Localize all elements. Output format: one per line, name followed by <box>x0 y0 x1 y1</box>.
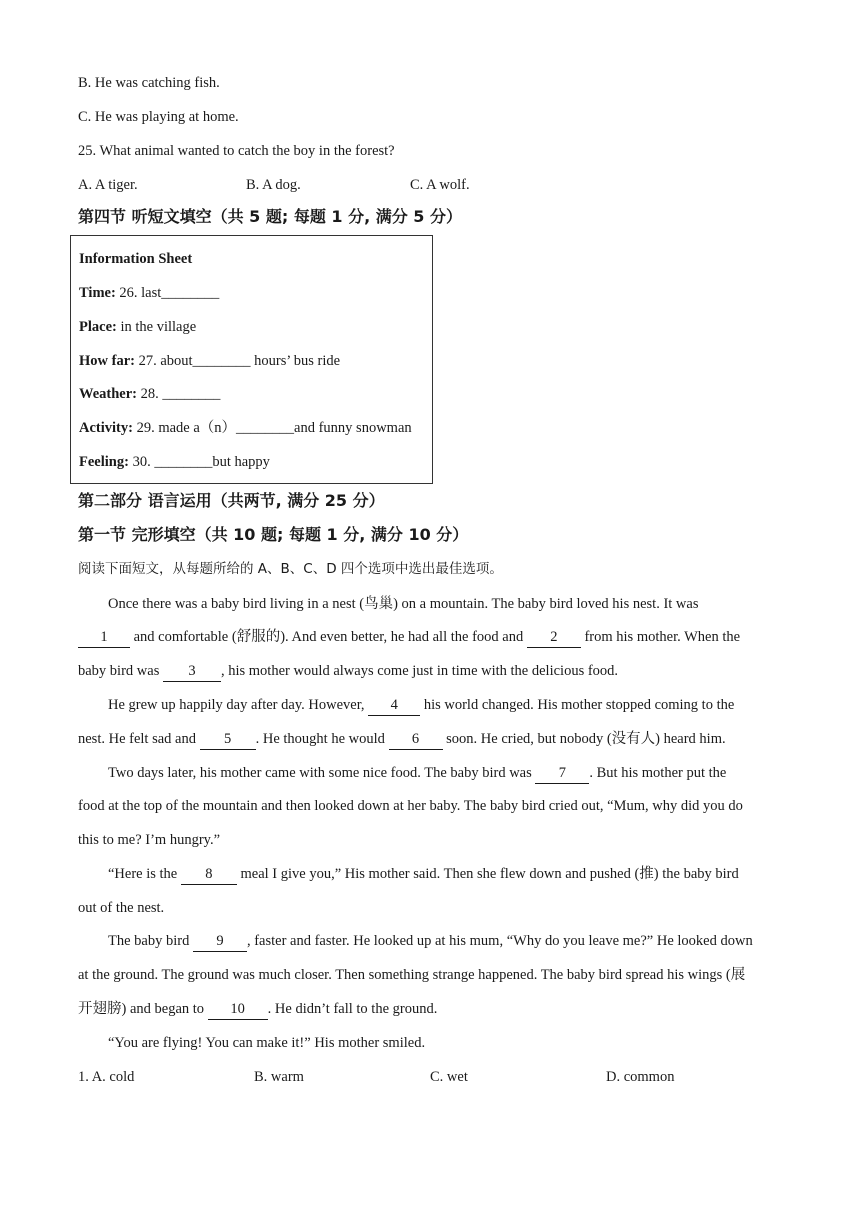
text: The baby bird <box>108 933 193 949</box>
info-value: 30. ________but happy <box>128 454 270 470</box>
text: nest. He felt sad and <box>78 731 200 747</box>
text: meal I give you,” His mother said. Then she flew down and pushed (推) the baby bird <box>236 866 739 882</box>
text: . But his mother put the <box>589 765 727 781</box>
passage-line-2 <box>78 627 740 648</box>
text: baby bird was <box>78 663 163 679</box>
info-label: How far: <box>79 353 135 369</box>
blank-10: 10 <box>208 999 268 1020</box>
info-value: in the village <box>116 319 197 335</box>
text: his world changed. His mother stopped coming to the <box>420 697 735 713</box>
q25-option-b: B. A dog. <box>246 177 301 193</box>
passage-line-1: Once there was a baby bird living in a nest (鸟巢) on a mountain. The baby bird loved his nest. It was <box>108 596 699 612</box>
text: , his mother would always come just in time with the delicious food. <box>220 663 619 679</box>
passage-line-13 <box>78 999 437 1020</box>
passage-line-7: food at the top of the mountain and then looked down at her baby. The baby bird cried out, “Mum, why did you do <box>78 798 743 814</box>
text: soon. He cried, but nobody (没有人) heard him. <box>442 731 726 747</box>
info-label: Place: <box>79 319 117 335</box>
info-row-weather <box>79 384 220 404</box>
text: 开翅膀) and began to <box>78 1001 208 1017</box>
info-value: 27. about________ hours’ bus ride <box>134 353 341 369</box>
text: from his mother. When the <box>580 629 741 645</box>
blank-1: 1 <box>78 627 130 648</box>
q25-question: 25. What animal wanted to catch the boy in the forest? <box>78 143 395 159</box>
text: and comfortable (舒服的). And even better, he had all the food and <box>130 629 527 645</box>
q1-option-b: B. warm <box>254 1069 304 1085</box>
information-sheet <box>70 235 433 484</box>
info-row-activity <box>79 418 412 438</box>
blank-9: 9 <box>193 931 247 952</box>
section4-heading: 第四节 听短文填空（共 5 题; 每题 1 分, 满分 5 分） <box>78 207 463 226</box>
info-label: Feeling: <box>79 454 129 470</box>
blank-6: 6 <box>389 729 443 750</box>
passage-line-14: “You are flying! You can make it!” His mother smiled. <box>108 1035 426 1051</box>
section1-heading: 第一节 完形填空（共 10 题; 每题 1 分, 满分 10 分） <box>78 525 469 544</box>
info-label: Activity: <box>79 420 133 436</box>
q24-option-b: B. He was catching fish. <box>78 75 220 91</box>
q1-option-a: 1. A. cold <box>78 1069 135 1085</box>
info-row-feeling <box>79 452 270 472</box>
blank-5: 5 <box>200 729 256 750</box>
info-value: 26. last________ <box>115 285 220 301</box>
q25-option-c: C. A wolf. <box>410 177 470 193</box>
text: He grew up happily day after day. However, <box>108 697 369 713</box>
blank-3: 3 <box>163 661 221 682</box>
info-label: Time: <box>79 285 116 301</box>
text: . He thought he would <box>255 731 389 747</box>
text: , faster and faster. He looked up at his mum, “Why do you leave me?” He looked down <box>246 933 753 949</box>
passage-line-9 <box>108 864 739 885</box>
blank-8: 8 <box>181 864 237 885</box>
blank-2: 2 <box>527 627 581 648</box>
passage-line-10: out of the nest. <box>78 900 165 916</box>
part2-heading: 第二部分 语言运用（共两节, 满分 25 分） <box>78 491 385 510</box>
passage-line-11 <box>108 931 753 952</box>
info-row-time <box>79 283 219 303</box>
passage-line-3 <box>78 661 618 682</box>
passage-line-6 <box>108 763 726 784</box>
blank-4: 4 <box>368 695 420 716</box>
q24-option-c: C. He was playing at home. <box>78 109 239 125</box>
info-row-how-far <box>79 351 340 371</box>
info-value: 28. ________ <box>136 386 221 402</box>
text: “Here is the <box>108 866 181 882</box>
blank-7: 7 <box>535 763 589 784</box>
passage-line-4 <box>108 695 734 716</box>
q1-option-d: D. common <box>606 1069 675 1085</box>
q25-option-a: A. A tiger. <box>78 177 138 193</box>
passage-line-8: this to me? I’m hungry.” <box>78 832 221 848</box>
text: Two days later, his mother came with some nice food. The baby bird was <box>108 765 536 781</box>
q1-option-c: C. wet <box>430 1069 468 1085</box>
info-row-place <box>79 317 196 337</box>
info-label: Weather: <box>79 386 137 402</box>
instructions: 阅读下面短文，从每题所给的 A、B、C、D 四个选项中选出最佳选项。 <box>78 561 503 577</box>
passage-line-12: at the ground. The ground was much closer. Then something strange happened. The baby bird spread his wings (展 <box>78 967 746 983</box>
text: . He didn’t fall to the ground. <box>267 1001 438 1017</box>
info-sheet-title: Information Sheet <box>79 251 193 267</box>
passage-line-5 <box>78 729 726 750</box>
info-value: 29. made a（n）________and funny snowman <box>132 420 412 436</box>
